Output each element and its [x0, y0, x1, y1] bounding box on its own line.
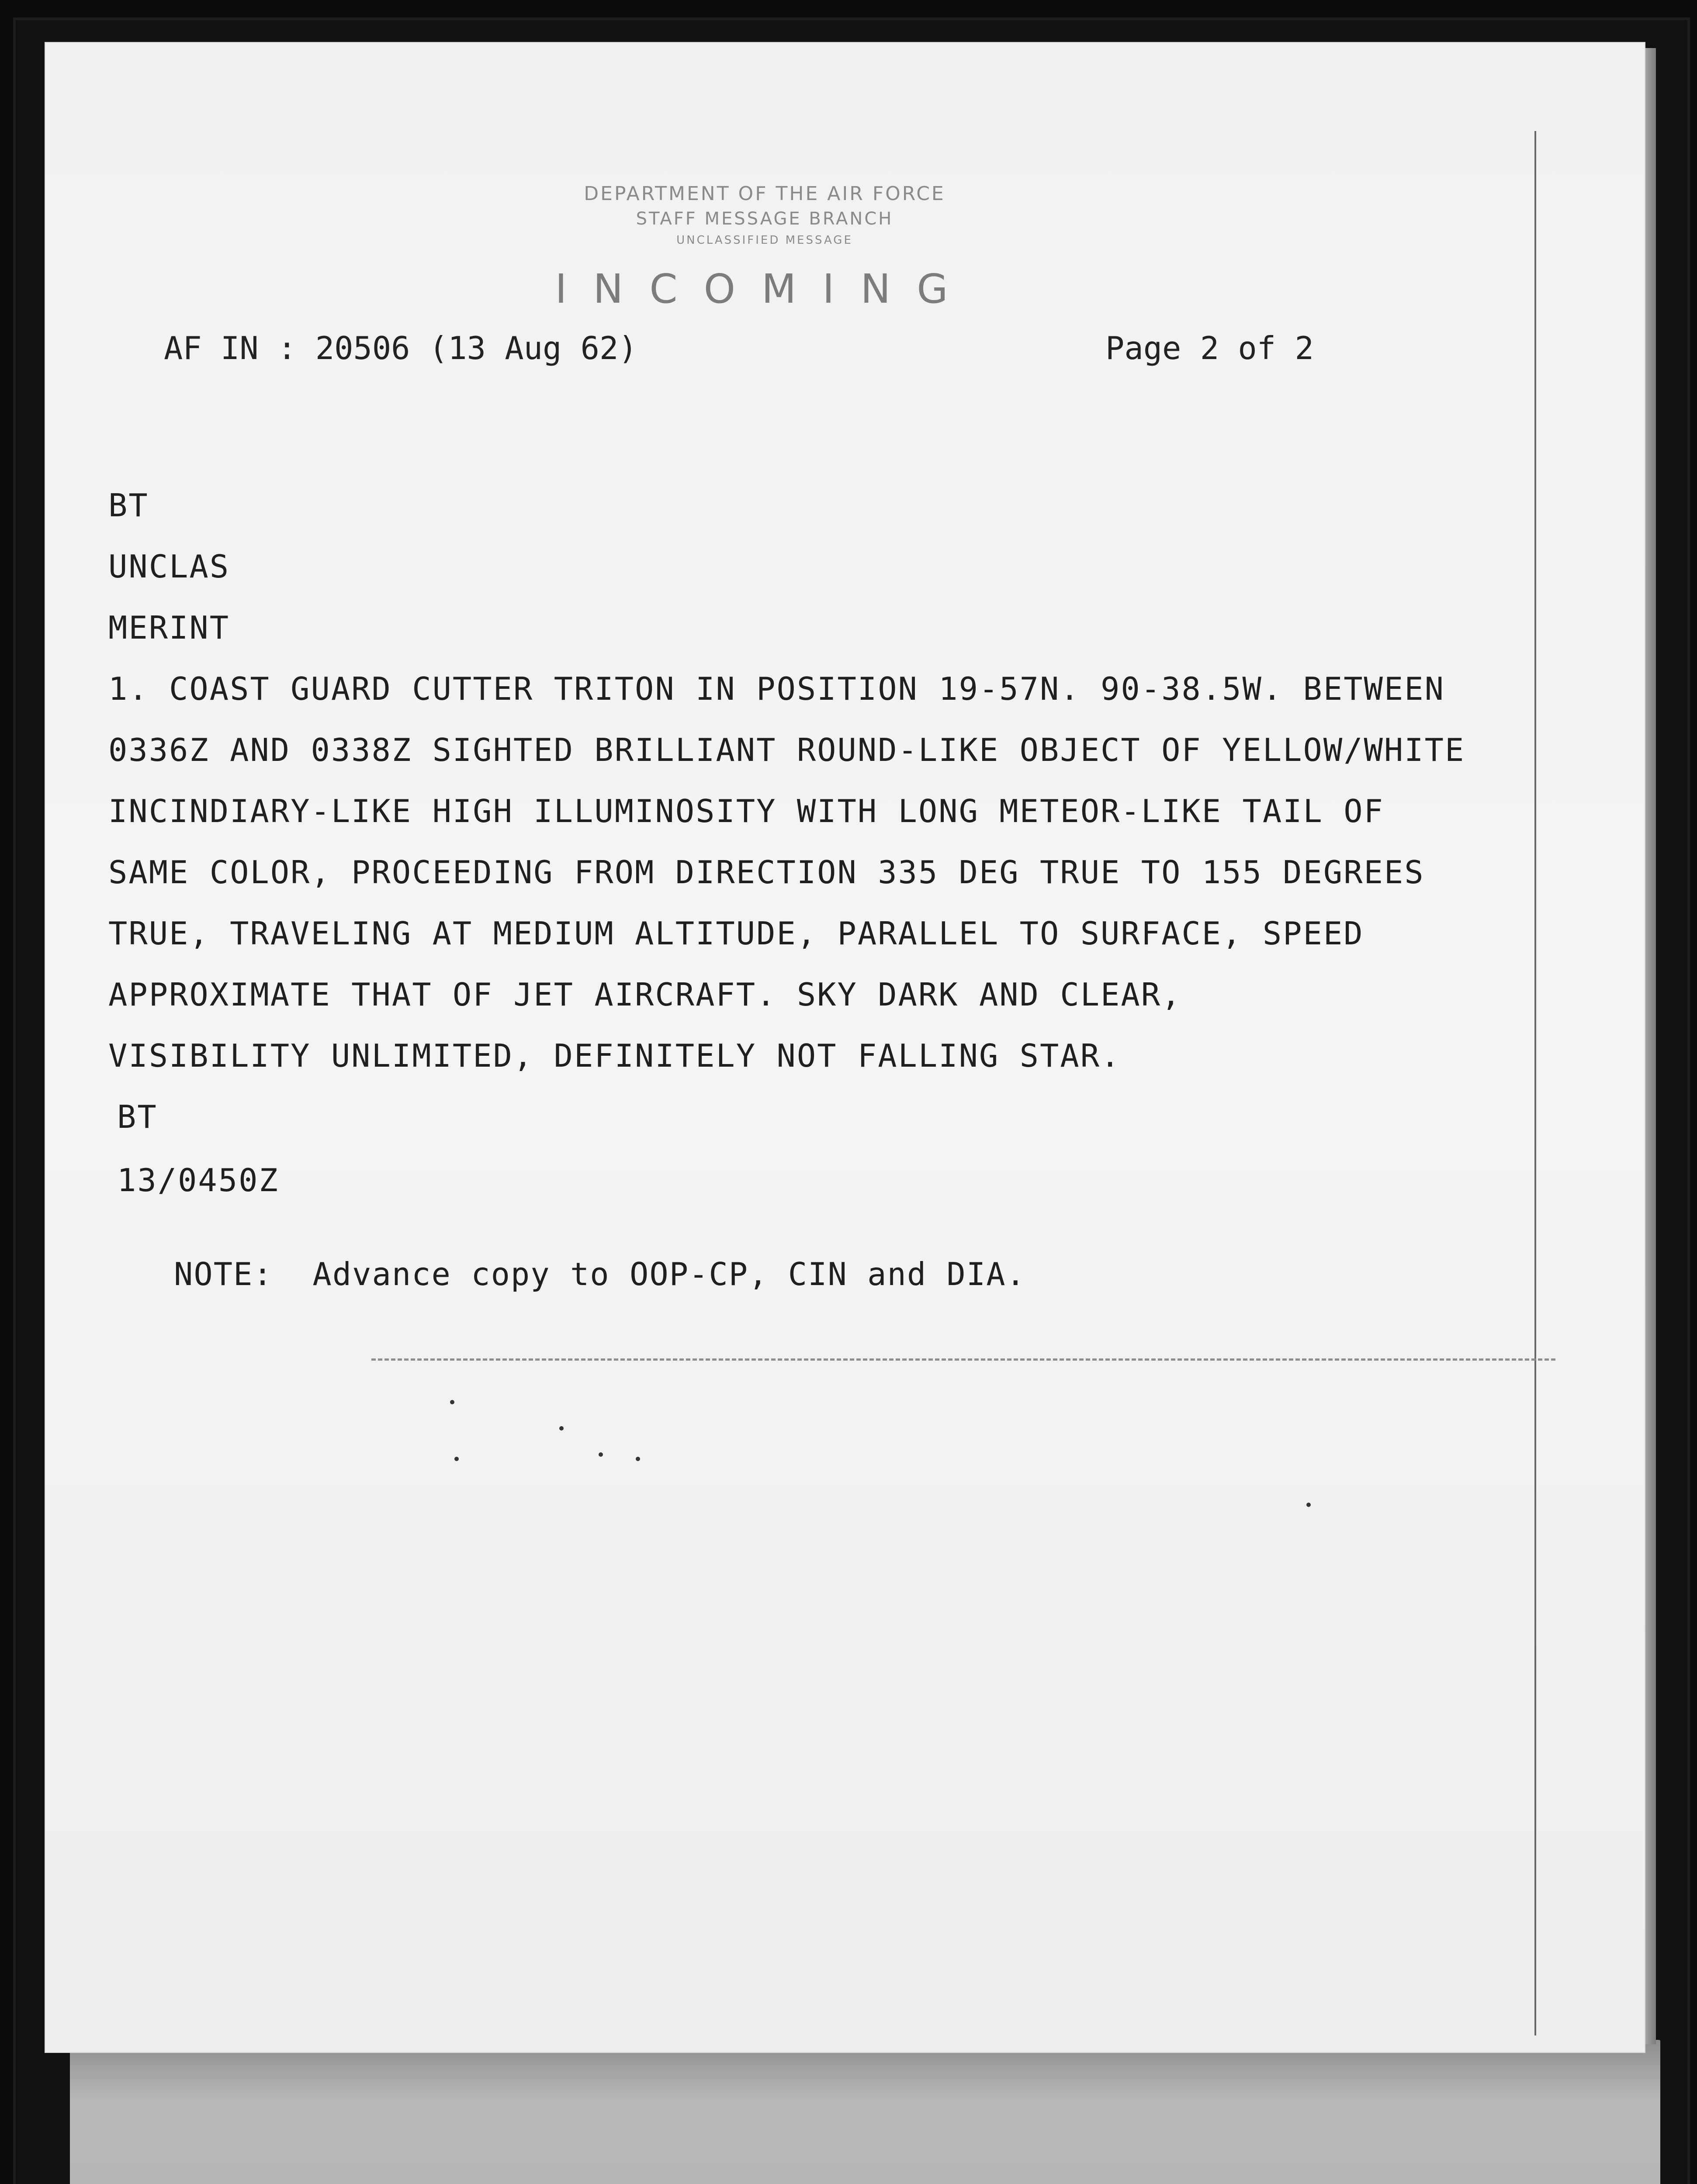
margin-rule: [1534, 131, 1536, 2035]
message-line: 0336Z AND 0338Z SIGHTED BRILLIANT ROUND-LIKE OBJECT OF YELLOW/WHITE: [108, 732, 1465, 768]
date-time-group: 13/0450Z: [117, 1162, 279, 1199]
message-line: SAME COLOR, PROCEEDING FROM DIRECTION 335 DEG TRUE TO 155 DEGREES: [108, 854, 1425, 891]
af-in-number: AF IN : 20506 (13 Aug 62): [164, 330, 637, 366]
stamp-incoming: INCOMING: [555, 266, 974, 312]
distribution-note: NOTE: Advance copy to OOP-CP, CIN and DIA.: [174, 1256, 1026, 1292]
break-marker-close: BT: [117, 1099, 158, 1135]
tear-line: [371, 1358, 1555, 1361]
underlying-sheet: [70, 2040, 1660, 2184]
ink-speck: [450, 1400, 454, 1404]
ink-speck: [636, 1457, 640, 1461]
message-line: TRUE, TRAVELING AT MEDIUM ALTITUDE, PARALLEL TO SURFACE, SPEED: [108, 915, 1364, 952]
stamp-classification: UNCLASSIFIED MESSAGE: [676, 234, 853, 247]
classification-line: UNCLAS: [108, 548, 230, 585]
page-number: Page 2 of 2: [1105, 330, 1314, 366]
ink-speck: [599, 1452, 603, 1457]
ink-speck: [1306, 1503, 1311, 1507]
message-line: 1. COAST GUARD CUTTER TRITON IN POSITION 19-57N. 90-38.5W. BETWEEN: [108, 670, 1445, 707]
ink-speck: [454, 1457, 459, 1461]
stamp-branch: STAFF MESSAGE BRANCH: [636, 209, 894, 229]
message-line: VISIBILITY UNLIMITED, DEFINITELY NOT FALLING STAR.: [108, 1037, 1121, 1074]
break-marker-open: BT: [108, 487, 149, 524]
stamp-department: DEPARTMENT OF THE AIR FORCE: [584, 183, 945, 205]
merint-line: MERINT: [108, 609, 230, 646]
ink-speck: [559, 1426, 564, 1431]
message-line: APPROXIMATE THAT OF JET AIRCRAFT. SKY DARK AND CLEAR,: [108, 976, 1182, 1013]
message-line: INCINDIARY-LIKE HIGH ILLUMINOSITY WITH LONG METEOR-LIKE TAIL OF: [108, 793, 1384, 829]
